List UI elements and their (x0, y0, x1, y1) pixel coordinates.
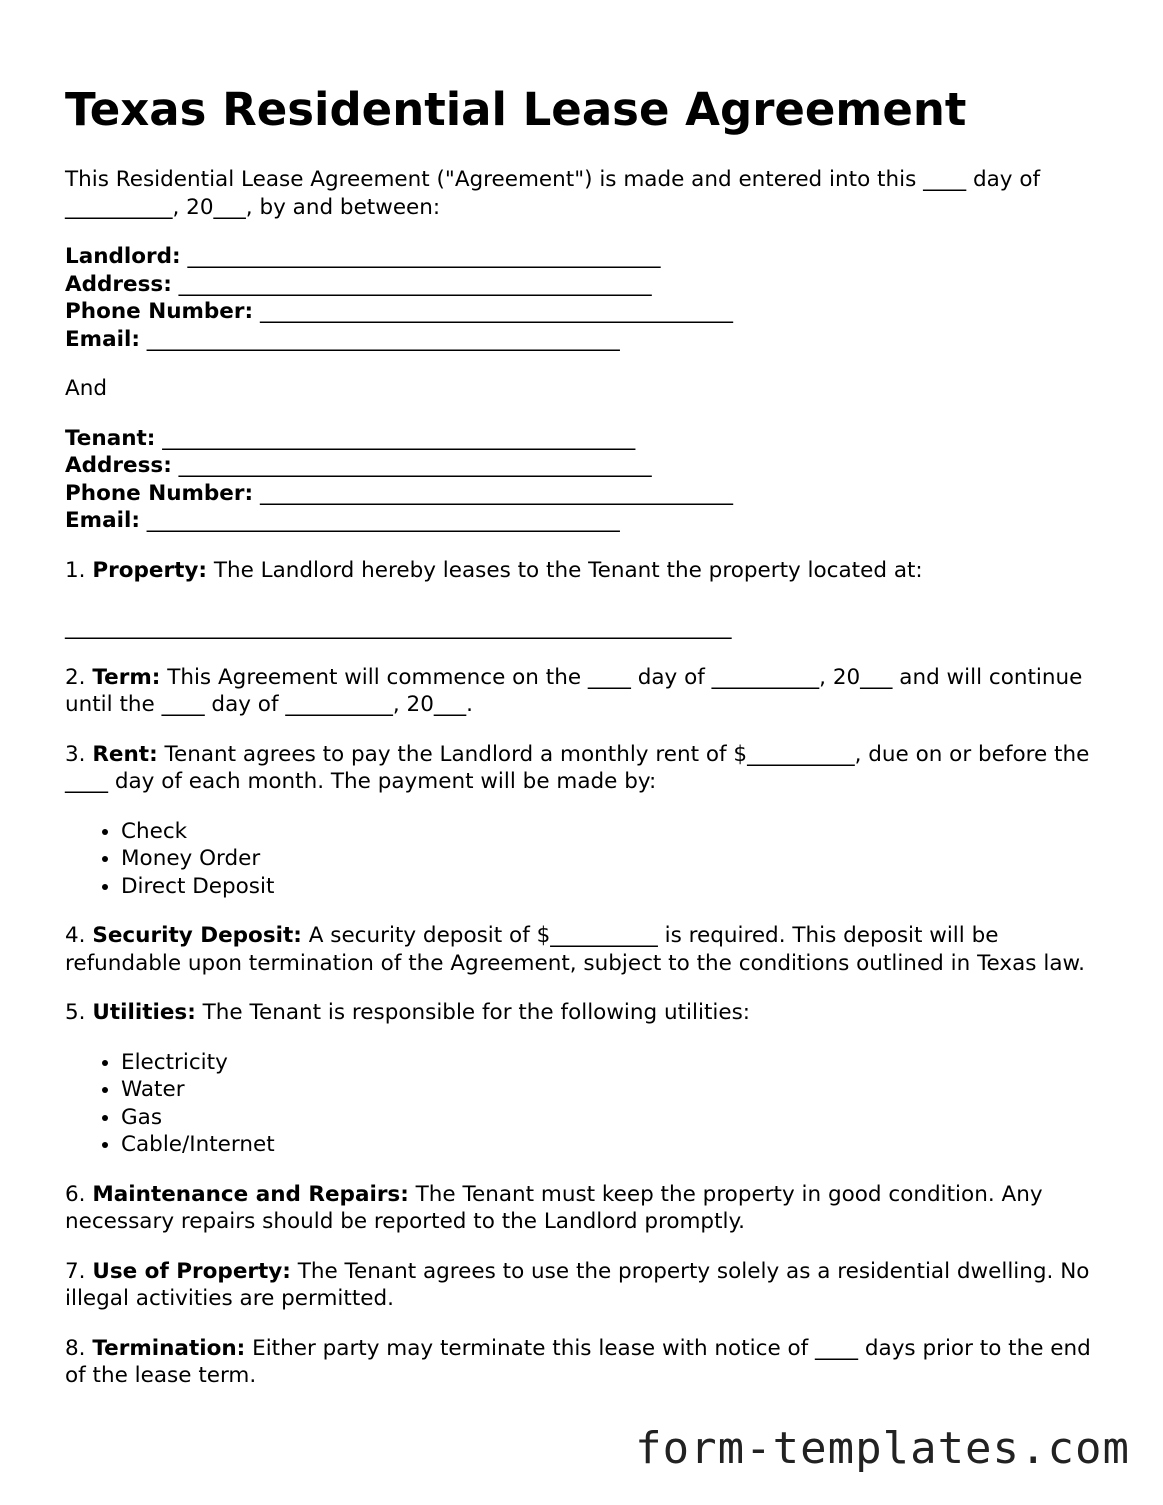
tenant-email-blank: ____________________________________________ (146, 508, 620, 533)
section-deposit-heading: Security Deposit: (92, 923, 302, 948)
landlord-address-line (65, 271, 1110, 299)
tenant-address-blank: ____________________________________________ (178, 453, 652, 478)
tenant-phone-label: Phone Number: (65, 480, 254, 506)
section-rent-num: 3. (65, 741, 86, 767)
list-item: • Gas (121, 1104, 1110, 1132)
list-item: • Electricity (121, 1049, 1110, 1077)
landlord-email-line (65, 326, 1110, 354)
landlord-phone-line (65, 298, 1110, 326)
section-termination-num: 8. (65, 1335, 86, 1361)
intro-paragraph: This Residential Lease Agreement ("Agreement") is made and entered into this ____ day of __________, 20___, by and between: (65, 167, 1041, 220)
section-termination (65, 1335, 1110, 1390)
section-deposit-num: 4. (65, 923, 86, 948)
tenant-address-label: Address: (65, 453, 172, 478)
landlord-phone-label: Phone Number: (65, 299, 254, 324)
section-maintenance-text: The Tenant must keep the property in good condition. Any necessary repairs should be reported to the Landlord promptly. (65, 1181, 1043, 1234)
section-use (65, 1258, 1110, 1313)
tenant-phone-blank: ____________________________________________ (259, 480, 733, 506)
section-term-text: This Agreement will commence on the ____ day of __________, 20___ and will continue until the ____ day of __________, 20___. (65, 664, 1083, 717)
landlord-phone-blank: ____________________________________________ (259, 299, 733, 324)
landlord-block (65, 243, 1110, 353)
landlord-name-line (65, 243, 1110, 271)
list-item: • Water (121, 1076, 1110, 1104)
landlord-address-blank: ____________________________________________ (178, 271, 652, 297)
section-use-heading: Use of Property: (92, 1258, 291, 1284)
list-item: • Cable/Internet (121, 1131, 1110, 1159)
tenant-phone-line (65, 480, 1110, 508)
section-maintenance-heading: Maintenance and Repairs: (92, 1181, 409, 1207)
section-rent (65, 741, 1110, 796)
tenant-block (65, 425, 1110, 535)
landlord-name-label: Landlord: (65, 244, 181, 269)
section-property-num: 1. (65, 557, 86, 583)
section-property-text: The Landlord hereby leases to the Tenant the property located at: (213, 557, 923, 583)
section-term (65, 664, 1110, 719)
section-use-text: The Tenant agrees to use the property solely as a residential dwelling. No illegal activities are permitted. (65, 1258, 1090, 1311)
section-utilities-text: The Tenant is responsible for the following utilities: (202, 1000, 751, 1025)
utilities-list (65, 1049, 1110, 1159)
landlord-name-blank: ____________________________________________ (187, 244, 661, 269)
section-property-heading: Property: (92, 557, 207, 583)
landlord-email-label: Email: (65, 326, 140, 352)
section-term-num: 2. (65, 664, 86, 690)
section-rent-heading: Rent: (92, 741, 158, 767)
list-item: • Money Order (121, 845, 1110, 873)
property-address-blank: ______________________________________________________________ (65, 615, 732, 640)
payment-methods-list (65, 818, 1110, 901)
document-title: Texas Residential Lease Agreement (65, 83, 967, 136)
landlord-email-blank: ____________________________________________ (146, 326, 620, 352)
tenant-email-label: Email: (65, 508, 140, 533)
tenant-name-line (65, 425, 1110, 453)
watermark-text: form-templates.com (635, 1423, 1130, 1474)
section-property (65, 557, 1110, 585)
tenant-address-line (65, 452, 1110, 480)
section-deposit-text: A security deposit of $__________ is required. This deposit will be refundable upon termination of the Agreement, subject to the conditions outlined in Texas law. (65, 923, 1085, 976)
section-utilities-heading: Utilities: (92, 1000, 196, 1025)
tenant-email-line (65, 507, 1110, 535)
section-termination-text: Either party may terminate this lease with notice of ____ days prior to the end of the lease term. (65, 1335, 1091, 1388)
section-utilities (65, 999, 1110, 1027)
and-text: And (65, 376, 107, 401)
section-deposit (65, 922, 1110, 977)
document-page (65, 78, 1110, 1390)
section-maintenance-num: 6. (65, 1181, 86, 1207)
tenant-name-blank: ____________________________________________ (162, 425, 636, 451)
section-maintenance (65, 1181, 1110, 1236)
list-item: • Check (121, 818, 1110, 846)
list-item: • Direct Deposit (121, 873, 1110, 901)
landlord-address-label: Address: (65, 271, 172, 297)
tenant-name-label: Tenant: (65, 425, 156, 451)
section-utilities-num: 5. (65, 1000, 86, 1025)
section-termination-heading: Termination: (92, 1335, 246, 1361)
section-use-num: 7. (65, 1258, 86, 1284)
section-term-heading: Term: (92, 664, 161, 690)
section-rent-text: Tenant agrees to pay the Landlord a monthly rent of $__________, due on or before the ____ day of each month. The payment will be made by: (65, 741, 1090, 794)
